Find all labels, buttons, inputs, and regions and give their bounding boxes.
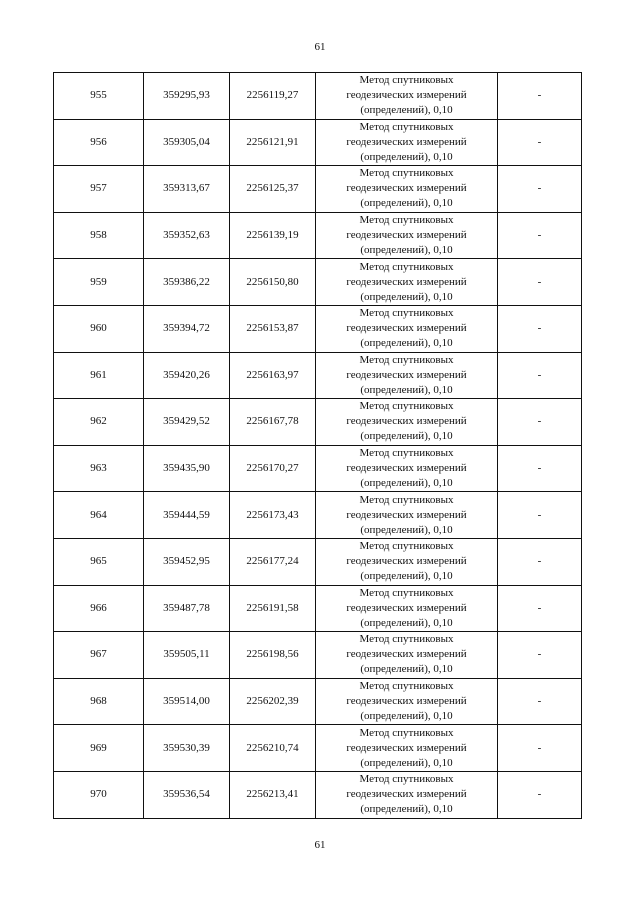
method-line: Метод спутниковых [359,353,454,366]
table-row [54,352,582,399]
point-number-cell: 968 [54,678,144,725]
method-line: (определений), 0,10 [360,756,453,769]
table-row [54,678,582,725]
x-coordinate-cell: 359429,52 [144,399,230,446]
method-line: (определений), 0,10 [360,477,453,490]
method-line: геодезических измерений [346,322,467,335]
y-coordinate-cell: 2256191,58 [230,585,316,632]
point-number-cell: 956 [54,119,144,166]
table-row [54,538,582,585]
method-line: (определений), 0,10 [360,337,453,350]
method-line: геодезических измерений [346,741,467,754]
table-row [54,445,582,492]
page-number-top: 61 [314,41,326,53]
table-row [54,73,582,120]
x-coordinate-cell: 359530,39 [144,725,230,772]
method-line: Метод спутниковых [359,493,454,506]
point-number-cell: 958 [54,212,144,259]
method-line: Метод спутниковых [359,680,454,693]
table-row [54,492,582,539]
method-line: (определений), 0,10 [360,104,453,117]
table-row [54,119,582,166]
x-coordinate-cell: 359313,67 [144,166,230,213]
y-coordinate-cell: 2256210,74 [230,725,316,772]
method-line: геодезических измерений [346,229,467,242]
method-line: (определений), 0,10 [360,663,453,676]
description-cell: - [498,305,582,352]
y-coordinate-cell: 2256125,37 [230,166,316,213]
y-coordinate-cell: 2256173,43 [230,492,316,539]
method-cell [316,585,498,632]
method-cell [316,725,498,772]
method-line: геодезических измерений [346,648,467,661]
method-cell [316,212,498,259]
y-coordinate-cell: 2256163,97 [230,352,316,399]
point-number-cell: 961 [54,352,144,399]
description-cell: - [498,73,582,120]
y-coordinate-cell: 2256150,80 [230,259,316,306]
method-line: Метод спутниковых [359,540,454,553]
method-cell [316,305,498,352]
table-row [54,725,582,772]
page-number-bottom: 61 [314,839,326,851]
method-line: геодезических измерений [346,135,467,148]
point-number-cell: 959 [54,259,144,306]
point-number-cell: 967 [54,632,144,679]
point-number-cell: 955 [54,73,144,120]
x-coordinate-cell: 359487,78 [144,585,230,632]
method-cell [316,492,498,539]
method-line: геодезических измерений [346,788,467,801]
method-line: Метод спутниковых [359,726,454,739]
description-cell: - [498,632,582,679]
method-cell [316,538,498,585]
y-coordinate-cell: 2256153,87 [230,305,316,352]
method-cell [316,771,498,818]
y-coordinate-cell: 2256167,78 [230,399,316,446]
method-line: Метод спутниковых [359,120,454,133]
method-line: Метод спутниковых [359,633,454,646]
y-coordinate-cell: 2256177,24 [230,538,316,585]
description-cell: - [498,352,582,399]
x-coordinate-cell: 359514,00 [144,678,230,725]
method-line: Метод спутниковых [359,214,454,227]
method-line: (определений), 0,10 [360,616,453,629]
y-coordinate-cell: 2256170,27 [230,445,316,492]
method-cell [316,632,498,679]
x-coordinate-cell: 359386,22 [144,259,230,306]
table-row [54,399,582,446]
method-cell [316,352,498,399]
table-row [54,305,582,352]
description-cell: - [498,771,582,818]
method-line: (определений), 0,10 [360,570,453,583]
method-line: (определений), 0,10 [360,523,453,536]
method-line: Метод спутниковых [359,400,454,413]
method-line: геодезических измерений [346,601,467,614]
point-number-cell: 964 [54,492,144,539]
description-cell: - [498,166,582,213]
table-row [54,166,582,213]
description-cell: - [498,538,582,585]
table-row [54,585,582,632]
method-line: (определений), 0,10 [360,290,453,303]
method-line: (определений), 0,10 [360,803,453,816]
method-line: Метод спутниковых [359,167,454,180]
method-cell [316,399,498,446]
x-coordinate-cell: 359352,63 [144,212,230,259]
method-line: (определений), 0,10 [360,197,453,210]
description-cell: - [498,399,582,446]
method-line: Метод спутниковых [359,447,454,460]
y-coordinate-cell: 2256202,39 [230,678,316,725]
point-number-cell: 965 [54,538,144,585]
method-line: геодезических измерений [346,182,467,195]
method-line: (определений), 0,10 [360,430,453,443]
method-line: (определений), 0,10 [360,383,453,396]
table-row [54,771,582,818]
method-cell [316,119,498,166]
description-cell: - [498,585,582,632]
description-cell: - [498,212,582,259]
point-number-cell: 962 [54,399,144,446]
method-line: (определений), 0,10 [360,710,453,723]
y-coordinate-cell: 2256119,27 [230,73,316,120]
method-cell [316,259,498,306]
method-line: геодезических измерений [346,415,467,428]
description-cell: - [498,725,582,772]
description-cell: - [498,259,582,306]
description-cell: - [498,445,582,492]
x-coordinate-cell: 359394,72 [144,305,230,352]
x-coordinate-cell: 359536,54 [144,771,230,818]
description-cell: - [498,492,582,539]
method-line: геодезических измерений [346,89,467,102]
point-number-cell: 966 [54,585,144,632]
x-coordinate-cell: 359452,95 [144,538,230,585]
y-coordinate-cell: 2256121,91 [230,119,316,166]
point-number-cell: 960 [54,305,144,352]
x-coordinate-cell: 359295,93 [144,73,230,120]
x-coordinate-cell: 359444,59 [144,492,230,539]
method-line: Метод спутниковых [359,773,454,786]
coordinates-table-body [54,73,582,819]
x-coordinate-cell: 359435,90 [144,445,230,492]
x-coordinate-cell: 359305,04 [144,119,230,166]
x-coordinate-cell: 359420,26 [144,352,230,399]
y-coordinate-cell: 2256198,56 [230,632,316,679]
description-cell: - [498,119,582,166]
point-number-cell: 957 [54,166,144,213]
method-line: геодезических измерений [346,368,467,381]
method-cell [316,73,498,120]
method-line: Метод спутниковых [359,307,454,320]
x-coordinate-cell: 359505,11 [144,632,230,679]
method-line: Метод спутниковых [359,74,454,87]
method-cell [316,445,498,492]
table-row [54,212,582,259]
method-cell [316,166,498,213]
method-line: геодезических измерений [346,508,467,521]
method-line: геодезических измерений [346,275,467,288]
method-line: (определений), 0,10 [360,150,453,163]
method-line: геодезических измерений [346,695,467,708]
y-coordinate-cell: 2256139,19 [230,212,316,259]
method-line: Метод спутниковых [359,260,454,273]
method-cell [316,678,498,725]
table-row [54,632,582,679]
point-number-cell: 969 [54,725,144,772]
method-line: Метод спутниковых [359,586,454,599]
point-number-cell: 963 [54,445,144,492]
description-cell: - [498,678,582,725]
table-row [54,259,582,306]
method-line: (определений), 0,10 [360,244,453,257]
point-number-cell: 970 [54,771,144,818]
method-line: геодезических измерений [346,555,467,568]
y-coordinate-cell: 2256213,41 [230,771,316,818]
method-line: геодезических измерений [346,462,467,475]
coordinates-table [53,72,582,819]
